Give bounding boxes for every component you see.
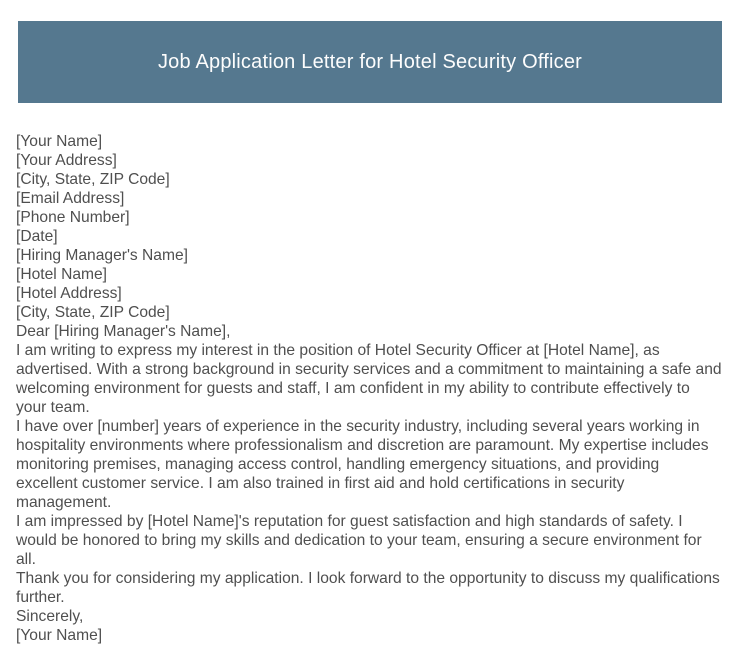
hotel-name-line: [Hotel Name] (16, 266, 107, 283)
sender-address-line: [Your Address] (16, 152, 117, 169)
paragraph-experience: I have over [number] years of experience in the security industry, including several years working in hospitality environments where professionalism and discretion are paramount. My expertise includes monitoring premises, managing access control, handling emergency situations, and providing excellent customer service. I am also trained in first aid and hold certifications in security management. (16, 418, 709, 511)
signature-line: [Your Name] (16, 627, 103, 644)
sender-name-line: [Your Name] (16, 133, 103, 150)
hotel-address-line: [Hotel Address] (16, 285, 122, 302)
recipient-name-line: [Hiring Manager's Name] (16, 247, 188, 264)
paragraph-introduction: I am writing to express my interest in the position of Hotel Security Officer at [Hotel Name], as advertised. With a strong background in security services and a commitment to maintaining a safe and welcoming environment for guests and staff, I am confident in my ability to contribute effectively to your team. (16, 342, 722, 416)
sender-email-line: [Email Address] (16, 190, 125, 207)
header-banner (18, 21, 722, 103)
sender-city-state-zip-line: [City, State, ZIP Code] (16, 171, 170, 188)
paragraph-thank-you: Thank you for considering my application. I look forward to the opportunity to discuss my qualifications further. (16, 570, 720, 606)
sender-phone-line: [Phone Number] (16, 209, 130, 226)
date-line: [Date] (16, 228, 58, 245)
recipient-city-state-zip-line: [City, State, ZIP Code] (16, 304, 170, 321)
closing-line: Sincerely, (16, 608, 84, 625)
letter-body (16, 132, 724, 645)
page-title: Job Application Letter for Hotel Security Officer (157, 50, 583, 73)
salutation: Dear [Hiring Manager's Name], (16, 323, 231, 340)
paragraph-impressed: I am impressed by [Hotel Name]'s reputation for guest satisfaction and high standards of safety. I would be honored to bring my skills and dedication to your team, ensuring a secure environment for all. (16, 513, 702, 568)
